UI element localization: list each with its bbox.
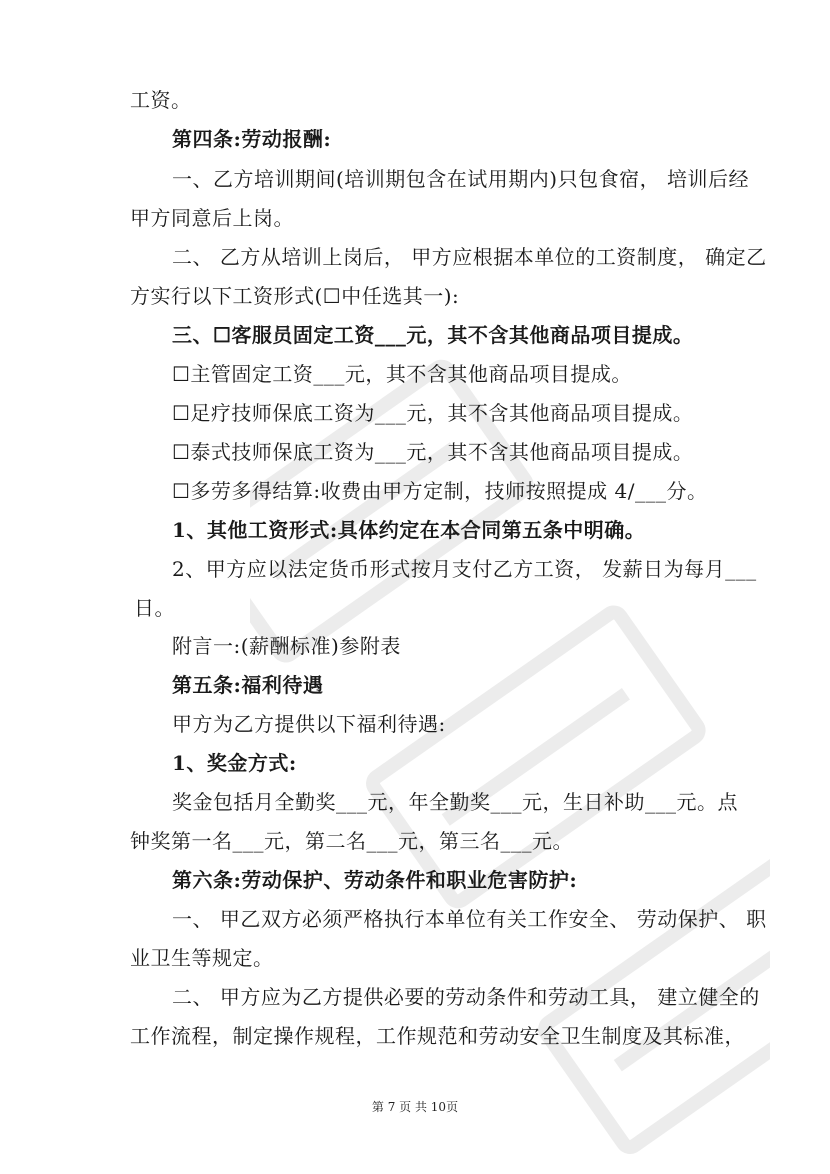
option-supervisor: ☐主管固定工资___元，其不含其他商品项目提成。	[172, 362, 632, 386]
text-line-5: 二、 乙方从培训上岗后， 甲方应根据本单位的工资制度， 确定乙	[172, 245, 767, 269]
appendix-note: 附言一:(薪酬标准)参附表	[172, 634, 401, 658]
text-line-17: 甲方为乙方提供以下福利待遇:	[172, 712, 446, 736]
text-line-3: 一、乙方培训期间(培训期包含在试用期内)只包食宿， 培训后经	[172, 167, 749, 191]
option-thai-therapist: ☐泰式技师保底工资为___元，其不含其他商品项目提成。	[172, 440, 694, 464]
text-line-25: 工作流程，制定操作规程，工作规范和劳动安全卫生制度及其标准，	[130, 1024, 745, 1048]
other-wage-form: 1、其他工资形式:具体约定在本合同第五条中明确。	[172, 518, 646, 542]
article-6-heading: 第六条:劳动保护、劳动条件和职业危害防护:	[172, 868, 578, 892]
text-line-4: 甲方同意后上岗。	[130, 206, 294, 230]
text-line-1: 工资。	[130, 88, 192, 112]
article-5-heading: 第五条:福利待遇	[172, 673, 324, 697]
text-line-13: 2、甲方应以法定货币形式按月支付乙方工资， 发薪日为每月___	[172, 557, 757, 581]
article-4-heading: 第四条:劳动报酬:	[172, 127, 332, 151]
text-line-23: 业卫生等规定。	[130, 946, 274, 970]
text-line-22: 一、 甲乙双方必须严格执行本单位有关工作安全、 劳动保护、 职	[172, 907, 767, 931]
page-footer: 第 7 页 共 10页	[371, 1100, 459, 1114]
text-line-24: 二、 甲方应为乙方提供必要的劳动条件和劳动工具， 建立健全的	[172, 985, 760, 1009]
option-commission: ☐多劳多得结算:收费由甲方定制，技师按照提成 4/___分。	[172, 479, 708, 503]
option-service-staff: 三、☐客服员固定工资___元，其不含其他商品项目提成。	[172, 323, 694, 347]
option-foot-therapist: ☐足疗技师保底工资为___元，其不含其他商品项目提成。	[172, 401, 694, 425]
text-line-19: 奖金包括月全勤奖___元，年全勤奖___元，生日补助___元。点	[172, 790, 738, 814]
text-line-6: 方实行以下工资形式(☐中任选其一):	[130, 284, 460, 308]
text-line-20: 钟奖第一名___元，第二名___元，第三名___元。	[130, 829, 573, 853]
bonus-heading: 1、奖金方式:	[172, 751, 297, 775]
text-line-14: 日。	[134, 596, 175, 620]
